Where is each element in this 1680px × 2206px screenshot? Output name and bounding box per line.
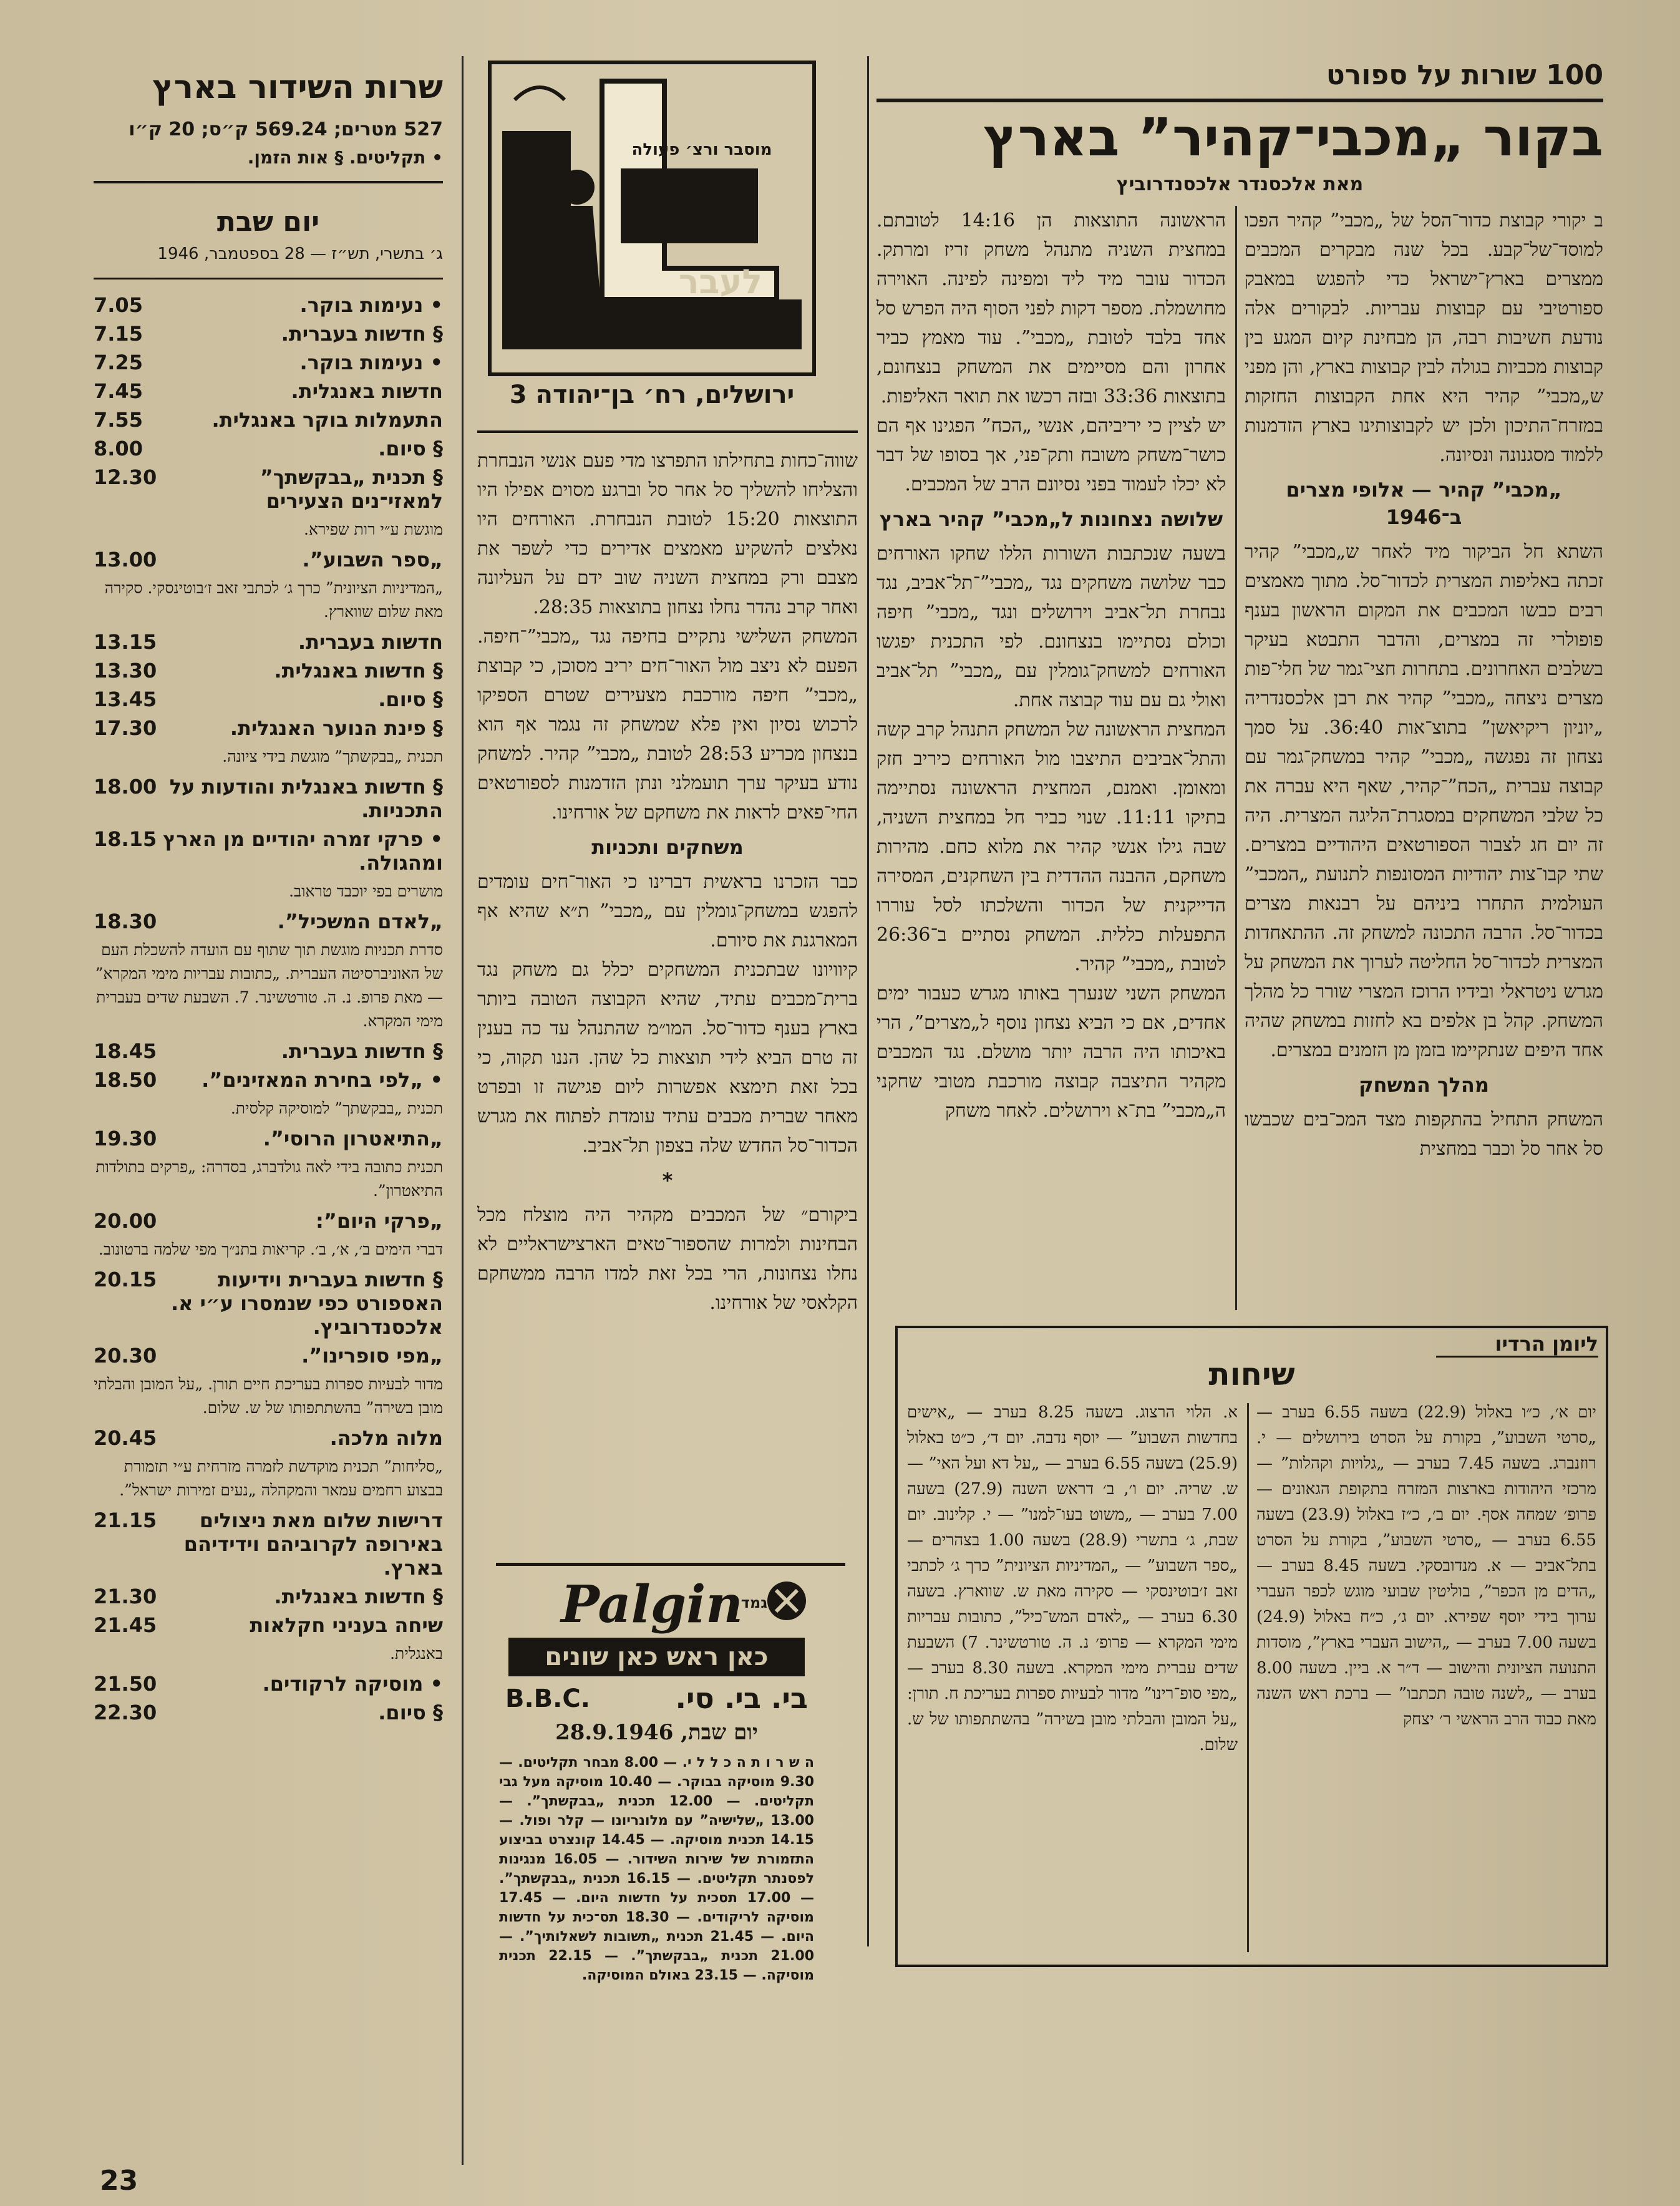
schedule-time: 20.00: [94, 1209, 157, 1233]
schedule-description: באנגלית.: [390, 1645, 443, 1663]
article-subheading: מהלך המשחק: [1358, 1073, 1490, 1097]
schedule-description: „סליחות” תכנית מוקדשת לזמרה מזרחית ע״י תזמורת בבצוע רחמים עמאר והמקהלה „נעים זמירות ישראל”.: [119, 1457, 443, 1499]
ad-big-text: לעבר: [678, 262, 763, 301]
schedule-time: 13.00: [94, 548, 157, 571]
schedule-item: [94, 379, 443, 403]
article-subheading: משחקים ותכניות: [591, 835, 744, 859]
schedule-program: § חדשות בעברית.: [281, 1039, 443, 1063]
article-paragraph: כבר הזכרנו בראשית דברינו כי האור־חים עומדים להפגש במשחק־גומלין עם „מכבי” ת״א שהיא אף המארגנת את סיורם.: [477, 871, 858, 951]
schedule-item: [94, 1039, 443, 1063]
schedule-program: • פרקי זמרה יהודיים מן הארץ ומהגולה.: [163, 827, 443, 875]
schedule-item: [94, 827, 443, 875]
broadcast-day: יום שבת: [216, 206, 320, 238]
broadcast-rule: [94, 181, 443, 183]
article-column-2: [876, 206, 1226, 1304]
section-rule: [876, 99, 1603, 102]
schedule-program: שיחה בעניני חקלאות: [250, 1613, 443, 1637]
schedule-item: [94, 1209, 443, 1233]
schedule-item: [94, 465, 443, 513]
bbc-date: יום שבת, 28.9.1946: [555, 1720, 758, 1745]
schedule-program: § חדשות בעברית וידיעות האספורט כפי שנמסרו ע״י א. אלכסנדרוביץ.: [170, 1268, 443, 1339]
schedule-item: [94, 437, 443, 460]
article-paragraph: המשחק התחיל בהתקפות מצד המכ־בים שכבשו סל אחר סל וכבר במחצית: [1245, 1109, 1603, 1160]
broadcast-date: ג׳ בתשרי, תש״ז — 28 בספטמבר, 1946: [157, 245, 443, 263]
schedule-time: 21.30: [94, 1585, 157, 1608]
schedule-program: § פינת הנוער האנגלית.: [230, 716, 443, 740]
schedule-time: 22.30: [94, 1701, 157, 1724]
schedule-time: 19.30: [94, 1127, 157, 1150]
schedule-item: [94, 775, 443, 822]
schedule-program: § סיום.: [378, 688, 443, 711]
schedule-time: 18.15: [94, 827, 157, 851]
broadcast-title: שרות השידור בארץ: [152, 69, 443, 106]
schedule-item: [94, 1344, 443, 1368]
schedule-description: מושרים בפי יוכבד טראוב.: [289, 882, 443, 900]
schedule-description: תכנית „בבקשתך” מוגשת בידי ציונה.: [222, 747, 443, 765]
bbc-label-latin: B.B.C.: [505, 1684, 590, 1713]
article-subheading: „מכבי” קהיר — אלופי מצרים ב־1946: [1286, 478, 1562, 529]
schedule-program: • מוסיקה לרקודים.: [262, 1672, 443, 1696]
radio-log-label: ליומן הרדיו: [1436, 1332, 1598, 1358]
schedule-program: חדשות באנגלית.: [291, 379, 443, 403]
schedule-time: 20.45: [94, 1426, 157, 1450]
schedule-time: 18.50: [94, 1068, 157, 1092]
schedule-program: § חדשות באנגלית.: [274, 1585, 443, 1608]
advertisement-top: [477, 56, 827, 424]
schedule-time: 7.15: [94, 322, 143, 346]
schedule-program: „ספר השבוע”.: [302, 548, 443, 571]
schedule-program: מלוה מלכה.: [329, 1426, 443, 1450]
schedule-time: 12.30: [94, 465, 157, 489]
article-paragraph: שווה־כחות בתחילתו התפרצו מדי פעם אנשי הנבחרת והצליחו להשליך סל אחר סל וברגע מסוים אפילו היו התוצאות 15:20 לטובת הנבחרת. האורחים היו נאלצים להשקיע מאמצים אדירים כדי לשפר את מצבם ורק במחצית השניה שוב ידם על העליונה ואחר קרב נהדר נחלו נצחון בתוצאות 28:35.: [477, 450, 858, 618]
schedule-program: • נעימות בוקר.: [299, 293, 443, 317]
schedule-time: 13.30: [94, 659, 157, 683]
article-paragraph: השתא חל הביקור מיד לאחר ש„מכבי” קהיר זכתה באליפות המצרית לכדור־סל. מתוך מאמצים רבים כבשו המכבים את המקום הראשון בענף פופולרי זה במצרים, והדבר התבטא בעיקר בשלבים האחרונים. בתחרות חצי־גמר של חלי־פות מצרים ניצחה „מכבי” קהיר את רבן אלכסנדריה „יוניון ריקיאשן” בתוצ־אות 36:40. על סמך נצחון זה נפגשה „מכבי” קהיר במשחק־גמר עם קבוצה עברית „הכח”־קהיר, שאף היא עברה את כל שלבי המשחקים במסגרת־הליגה המצרית. היה זה יום חג לצבור הספורטאים היהודיים במצרים. שתי קבו־צות יהודיות המסונפות לתנועת „המכבי” העולמית התחרו ביניהם על רבנאות מצרים בכדור־סל. הרבה התכונה למשחק זה. ההתאחדות המצרית לכדור־סל החליטה לערוך את המשחק על מגרש ניטראלי ובידיו הרוכז המצרי שורר כל מהלך המשחק. קהל בן אלפים בא לחזות במשחק שהיה אחד היפים שנתקיימו בזמן מן הזמנים במצרים.: [1245, 541, 1603, 1061]
schedule-program: § חדשות באנגלית.: [274, 659, 443, 683]
column-divider: [867, 56, 869, 1946]
schedule-time: 18.45: [94, 1039, 157, 1063]
schedule-item: [94, 408, 443, 432]
article-paragraph: המשחק השלישי נתקיים בחיפה נגד „מכבי”־חיפה. הפעם לא ניצב מול האור־חים יריב מסוכן, כי קבוצת „מכבי” חיפה מורכבת מצעירים שטרם הספיקו לרכוש נסיון ואין פלא שמשחק זה נגמר אף הוא בנצחון מכריע 28:53 לטובת „מכבי” קהיר. למשחק נודע בעיקר ערך תועמלני ונתן הזדמנות לספורטאים החי־פאים לראות את משחקם של אורחינו.: [477, 626, 858, 824]
column-divider: [462, 56, 464, 2165]
schedule-description: סדרת תכניות מוגשת תוך שתוף עם הועדה להשכלת העם של האוניברסיטה העברית. „כתובות עבריות מימי המקרא” — מאת פרופ. נ. ה. טורטשינר. 7. השבעת שדים בעברית מימי המקרא.: [95, 941, 443, 1030]
schedule-program: חדשות בעברית.: [298, 630, 443, 654]
schedule-item: [94, 548, 443, 571]
radio-log-left-column: א. הלוי הרצוג. בשעה 8.25 בערב — „אישים בחדשות השבוע” — יוסף נדבה. יום ד׳, כ״ט באלול (25.9) בשעה 6.55 בערב — „על דא ועל האי” — ש. שריה. יום ו׳, ב׳ דראש השנה (27.9) בשעה 7.00 בערב — „משוט בעו־למנו” — י. קלינוב. יום שבת, ג׳ בתשרי (28.9) בשעה 1.00 בצהרים — „ספר השבוע” — „המדיניות הציונית” כרך ג׳ לכתבי זאב ז׳בוטינסקי — סקירה מאת ש. שווארץ. בשעה 6.30 בערב — „לאדם המש־כיל”, כתובות עבריות מימי המקרא — פרופ׳ נ. ה. טורטשינר. 7) השבעת שדים עברית מימי המקרא. בשעה 8.30 בערב — „מפי סופ־רינו” מדור לבעיות ספרות בעריכת ח. תורן: „על המובן והבלתי מובן בשירה” בהשתתפותו של ש. שלום.: [907, 1403, 1238, 1754]
schedule-time: 17.30: [94, 716, 157, 740]
schedule-program: „פרקי היום”:: [316, 1209, 443, 1233]
schedule-description: „המדיניות הציונית” כרך ג׳ לכתבי זאב ז׳בוטינסקי. סקירה מאת שלום שווארץ.: [104, 579, 443, 621]
schedule-time: 18.00: [94, 775, 157, 799]
schedule-time: 8.00: [94, 437, 143, 460]
schedule-description: מדור לבעיות ספרות בעריכת חיים תורן. „על המובן והבלתי מובן בשירה” בהשתתפותו של ש. שלום.: [94, 1375, 443, 1417]
schedule-program: • נעימות בוקר.: [299, 351, 443, 374]
article-headline: בקור „מכבי־קהיר” בארץ: [983, 107, 1603, 168]
ad-address: ירושלים, רח׳ בן־יהודה 3: [509, 381, 795, 409]
schedule-item: [94, 659, 443, 683]
schedule-item: [94, 630, 443, 654]
column-divider: [1235, 206, 1237, 1310]
article-paragraph: בשעה שנכתבות השורות הללו שחקו האורחים כבר שלושה משחקים נגד „מכבי”־תל־אביב, נגד נבחרת תל־אביב וירושלים ונגד „מכבי” חיפה וכולם נסתיימו בנצחונם. לפי התכנית יפגשו האורחים למשחק־גומלין עם „מכבי” תל־אביב ואולי גם עם עוד קבוצה אחת.: [876, 543, 1226, 711]
schedule-item: [94, 1701, 443, 1724]
ad-rule: [477, 430, 858, 433]
schedule-time: 20.30: [94, 1344, 157, 1368]
article-paragraph: ב יקורי קבוצת כדור־הסל של „מכבי” קהיר הפכו למוסד־של־קבע. בכל שנה מבקרים המכבים ממצרים בארץ־ישראל כדי להפגש במאבק ספורטיבי עם קבוצות עבריות. לבקורים אלה נודעת חשיבות רבה, הן מבחינת קיום המגע בין קבוצות מכביות בגולה לבין קבוצות בארץ, והן מפני ש„מכבי” קהיר היא אחת הקבוצות החזקות במזרח־התיכון ולכן יש לקבוצותינו בארץ הזדמנות ללמוד מסגנונה ונסיונה.: [1245, 210, 1603, 466]
schedule-item: [94, 1268, 443, 1339]
schedule-item: [94, 910, 443, 933]
ad-artwork: [477, 56, 827, 424]
article-column-1: [1245, 206, 1603, 1313]
broadcast-frequency: 527 מטרים; 569.24 ק״ס; 20 ק״ו: [129, 119, 443, 140]
schedule-program: „התיאטרון הרוסי”.: [263, 1127, 443, 1150]
broadcast-schedule: [94, 293, 443, 2146]
schedule-item: [94, 1509, 443, 1580]
schedule-program: § חדשות בעברית.: [281, 322, 443, 346]
palgin-logo: Palgin: [561, 1575, 743, 1635]
advertisement-palgin: [496, 1575, 817, 1983]
schedule-time: 7.05: [94, 293, 143, 317]
schedule-program: § סיום.: [378, 1701, 443, 1724]
schedule-item: [94, 716, 443, 740]
schedule-item: [94, 1613, 443, 1637]
palgin-logo-sub: גמד: [740, 1594, 767, 1611]
article-paragraph: המשחק השני שנערך באותו מגרש כעבור ימים אחדים, אם כי הביא נצחון נוסף ל„מצרים”, הרי באיכותו היה הרבה יותר מושלם. נגד המכבים מקהיר התיצבה קבוצה מורכבת מטובי שחקני ה„מכבי” בת־א וירושלים. לאחר משחק: [876, 983, 1226, 1122]
article-subheading: שלושה נצחונות ל„מכבי” קהיר בארץ: [879, 507, 1223, 531]
section-tag: 100 שורות על ספורט: [1326, 59, 1603, 91]
radio-log-box: [895, 1326, 1608, 1967]
schedule-time: 13.15: [94, 630, 157, 654]
broadcast-legend: • תקליטים. § אות הזמן.: [247, 147, 443, 168]
ad-rule: [496, 1563, 845, 1566]
bbc-label-hebrew: בי. בי. סי.: [675, 1681, 808, 1715]
schedule-program: § חדשות באנגלית והודעות על התכניות.: [169, 775, 443, 822]
schedule-item: [94, 1127, 443, 1150]
schedule-item: [94, 1585, 443, 1608]
schedule-program: § סיום.: [378, 437, 443, 460]
schedule-program: התעמלות בוקר באנגלית.: [211, 408, 443, 432]
page-number: 23: [100, 2165, 138, 2197]
ad-small-label: מוסבר ורצ׳ פעולה: [631, 140, 772, 159]
radio-log-title: שיחות: [1208, 1356, 1295, 1392]
schedule-item: [94, 1672, 443, 1696]
radio-dial-icon: [767, 1582, 806, 1620]
article-paragraph: ביקורם״ של המכבים מקהיר היה מוצלח מכל הבחינות ולמרות שהספור־טאים הארצישראליים לא נחלו נצחונות, הרי בכל זאת למדו הרבה ממשחקם הקלאסי של אורחינו.: [477, 1204, 858, 1314]
schedule-item: [94, 1068, 443, 1092]
schedule-time: 21.15: [94, 1509, 157, 1532]
schedule-item: [94, 293, 443, 317]
schedule-item: [94, 1426, 443, 1450]
schedule-program: • „לפי בחירת המאזינים”.: [202, 1068, 443, 1092]
schedule-time: 7.45: [94, 379, 143, 403]
schedule-program: „מפי סופרינו”.: [301, 1344, 443, 1368]
schedule-program: § תכנית „בבקשתך” למאזי־נים הצעירים: [260, 465, 443, 513]
schedule-description: דברי הימים ב׳, א׳, ב׳. קריאות בתנ״ך מפי שלמה ברטונוב.: [98, 1240, 443, 1258]
article-column-3: [477, 446, 858, 1550]
broadcast-rule: [94, 278, 443, 279]
article-separator: *: [662, 1169, 673, 1192]
schedule-time: 7.55: [94, 408, 143, 432]
bbc-schedule: ה ש ר ו ת ה כ ל ל י. — 8.00 מבחר תקליטים. — 9.30 מוסיקה בבוקר. — 10.40 מוסיקה מעל גבי תקליטים. — 12.00 תכנית „בבקשתך”. — 13.00 „שלישיה” עם מלונריונו — קלר ופול. — 14.15 תכנית מוסיקה. — 14.45 קונצרט בביצוע התזמורת של שירות השידור. — 16.05 מנגינות לפסנתר תקליטים. — 16.15 תכנית „בבקשתך”. — 17.00 תסכית על חדשות היום. — 17.45 מוסיקה לריקודים. — 18.30 תס־כית על חדשות היום. — 21.45 תכנית „תשובות לשאלותיך”. — 21.00 תכנית „בבקשתך”. — 22.15 תכנית מוסיקה. — 23.15 באולם המוסיקה.: [499, 1755, 815, 1983]
schedule-program: „לאדם המשכיל”.: [277, 910, 443, 933]
article-paragraph: הראשונה התוצאות הן 14:16 לטובתם. במחצית השניה מתנהל משחק זריז ומרתק. הכדור עובר מיד ליד ומפינה לפינה. האוירה מחושמלת. מספר דקות לפני הסוף היה הפרש סל אחד בלבד לטובת „מכבי”. עוד מאמץ כביר אחרון והם מסיימים את המשחק בנצחונם, בתוצאות 33:36 ובזה רכשו את תואר האליפות.: [876, 210, 1226, 407]
schedule-time: 20.15: [94, 1268, 157, 1291]
article-byline: מאת אלכסנדר אלכסנדרוביץ: [1116, 173, 1364, 195]
schedule-item: [94, 322, 443, 346]
schedule-description: תכנית כתובה בידי לאה גולדברג, בסדרה: „פרקים בתולדות התיאטרון”.: [95, 1158, 443, 1200]
schedule-time: 18.30: [94, 910, 157, 933]
radio-log-divider: [1247, 1403, 1249, 1952]
schedule-item: [94, 351, 443, 374]
article-paragraph: המחצית הראשונה של המשחק התנהל קרב קשה והתל־אביבים התיצבו מול האורחים כיריב חזק ומאומן. ואמנם, המחצית הראשונה נסתיימה בתיקו 11:11. שנוי כביר חל במחצית השניה, שבה גילו אנשי קהיר את מלוא כחם. מהירות משחקם, ההבנה ההדדית בין השחקנים, המסירה הדייקנית של הכדור והשלכתו לסל עוררו התפעלות כללית. המשחק נסתיים ב־26:36 לטובת „מכבי” קהיר.: [876, 719, 1226, 975]
article-paragraph: קיוויונו שבתכנית המשחקים יכלל גם משחק נגד ברית־מכבים עתיד, שהיא הקבוצה הטובה ביותר בארץ בענף כדור־סל. המו״מ שהתנהל עד כה בענין זה טרם הביא לידי תוצאות כל שהן. הננו תקוה, כי בכל זאת תימצא אפשרות ליום פגישה זו ובפרט מאחר שברית מכבים עתיד עומדת לפתוח את מגרש הכדור־סל החדש שלה בצפון תל־אביב.: [477, 959, 858, 1157]
schedule-time: 13.45: [94, 688, 157, 711]
article-paragraph: יש לציין כי יריביהם, אנשי „הכח” הפגינו אף הם כושר־משחק משובח ותק־פני, אך בסופו של דבר לא יכלו לעמוד בפני נסיונם הרב של המכבים.: [876, 415, 1226, 495]
palgin-slogan: כאן ראש כאן שונים: [508, 1638, 805, 1676]
schedule-description: מוגשת ע״י רות שפירא.: [304, 520, 443, 538]
schedule-item: [94, 688, 443, 711]
schedule-description: תכנית „בבקשתך” למוסיקה קלסית.: [230, 1099, 443, 1117]
schedule-program: דרישות שלום מאת ניצולים באירופה לקרוביהם וידידיהם בארץ.: [183, 1509, 443, 1580]
schedule-time: 21.50: [94, 1672, 157, 1696]
radio-log-right-column: יום א׳, כ״ו באלול (22.9) בשעה 6.55 בערב — „סרטי השבוע”, בקורת על הסרט בירושלים — י. רוזנברג. בשעה 7.45 בערב — „גלויות וקהלות” — מרכזי היהודות בארצות המזרח בתקופת הגאונים — פרופ׳ שמחה אסף. יום ב׳, כ״ז באלול (23.9) בשעה 6.55 בערב — „סרטי השבוע”, בקורת על הסרט בתל־אביב — א. מנדובסקי. בשעה 8.45 בערב — „הדים מן הכפר”, בוליטין שבועי מוגש לכפר העברי ערוך בידי יוסף שפירא. יום ג׳, כ״ח באלול (24.9) בשעה 7.00 בערב — „הישוב העברי בארץ”, מוסדות התנועה הציונית והישוב — ד״ר א. ביין. בשעה 8.00 בערב — „לשנה טובה תכתבו” — ברכת ראש השנה מאת כבוד הרב הראשי ר׳ יצחק: [1256, 1403, 1597, 1729]
schedule-time: 21.45: [94, 1613, 157, 1637]
schedule-time: 7.25: [94, 351, 143, 374]
